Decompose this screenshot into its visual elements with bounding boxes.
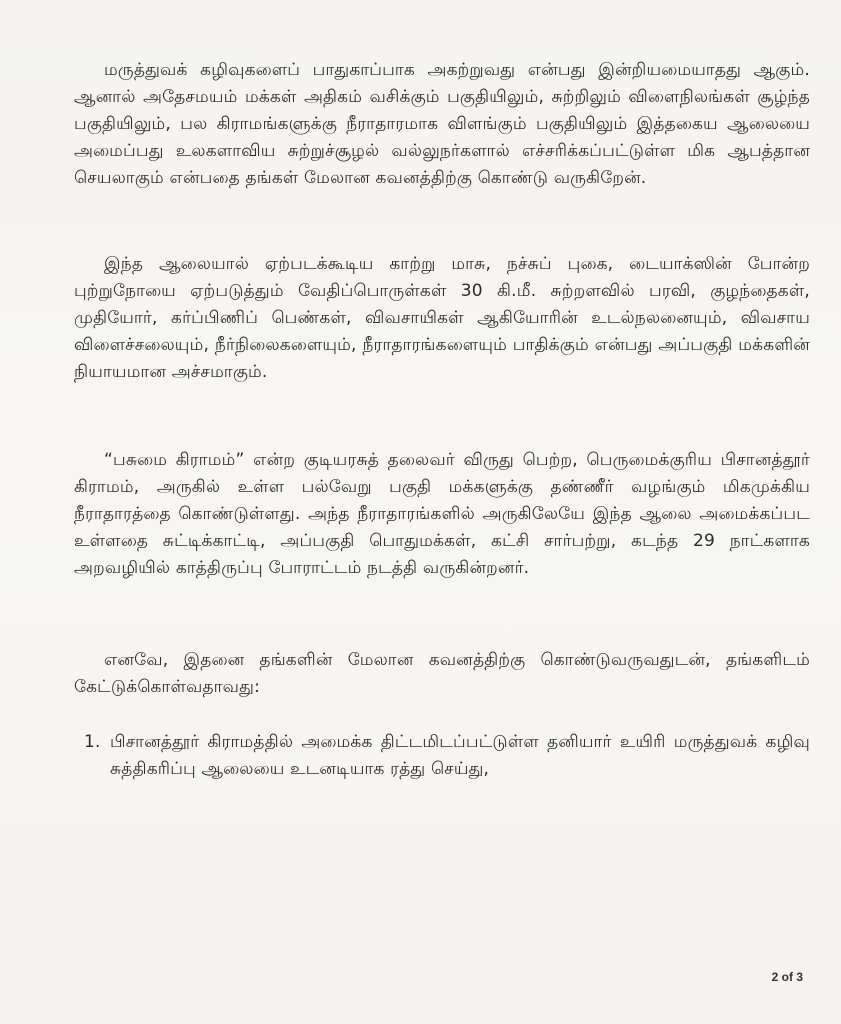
list-item-text: பிசானத்தூர் கிராமத்தில் அமைக்க திட்டமிடப்பட்டுள்ள தனியார் உயிரி மருத்துவக் கழிவு சுத்திகரிப்பு ஆலையை உடனடியாக ரத்து செய்து, [110, 732, 810, 779]
paragraph-3: “பசுமை கிராமம்” என்ற குடியரசுத் தலைவர் விருது பெற்ற, பெருமைக்குரிய பிசானத்தூர் கிராமம், அருகில் உள்ள பல்வேறு பகுதி மக்களுக்கு தண்ணீர் வழங்கும் மிகமுக்கிய நீராதாரத்தை கொண்டுள்ளது. அந்த நீராதாரங்களில் அருகிலேயே இந்த ஆலை அமைக்கப்பட உள்ளதை சுட்டிக்காட்டி, அப்பகுதி பொதுமக்கள், கட்சி சார்பற்று, கடந்த 29 நாட்களாக அறவழியில் காத்திருப்பு போராட்டம் நடத்தி வருகின்றனர். [74, 450, 810, 578]
paragraph-1: மருத்துவக் கழிவுகளைப் பாதுகாப்பாக அகற்றுவது என்பது இன்றியமையாதது ஆகும். ஆனால் அதேசமயம் மக்கள் அதிகம் வசிக்கும் பகுதியிலும், சுற்றிலும் விளைநிலங்கள் சூழ்ந்த பகுதியிலும், பல கிராமங்களுக்கு நீராதாரமாக விளங்கும் பகுதியிலும் இத்தகைய ஆலையை அமைப்பது உலகளாவிய சுற்றுச்சூழல் வல்லுநர்களால் எச்சரிக்கப்பட்டுள்ள மிக ஆபத்தான செயலாகும் என்பதை தங்கள் மேலான கவனத்திற்கு கொண்டு வருகிறேன். [74, 60, 810, 188]
list-item-number: 1. [84, 732, 101, 752]
request-list [84, 729, 810, 783]
page-number: 2 of 3 [771, 970, 803, 984]
paragraph-2: இந்த ஆலையால் ஏற்படக்கூடிய காற்று மாசு, நச்சுப் புகை, டையாக்ஸின் போன்ற புற்றுநோயை ஏற்படுத்தும் வேதிப்பொருள்கள் 30 கி.மீ. சுற்றளவில் பரவி, குழந்தைகள், முதியோர், கர்ப்பிணிப் பெண்கள், விவசாயிகள் ஆகியோரின் உடல்நலனையும், விவசாய விளைச்சலையும், நீர்நிலைகளையும், நீராதாரங்களையும் பாதிக்கும் என்பது அப்பகுதி மக்களின் நியாயமான அச்சமாகும். [74, 254, 810, 382]
list-item [84, 729, 810, 783]
paragraph-4: எனவே, இதனை தங்களின் மேலான கவனத்திற்கு கொண்டுவருவதுடன், தங்களிடம் கேட்டுக்கொள்வதாவது: [74, 650, 810, 697]
